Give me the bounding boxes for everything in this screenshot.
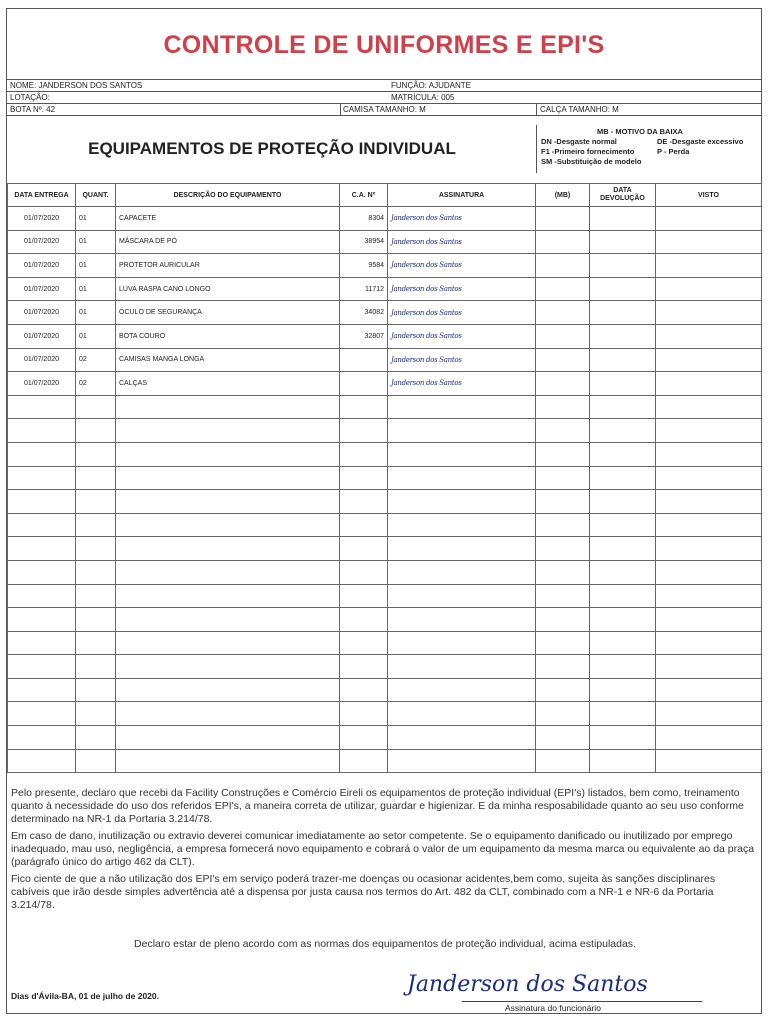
cell-description: CAMISAS MANGA LONGA bbox=[116, 348, 340, 372]
table-cell-empty bbox=[340, 631, 388, 655]
table-cell-empty bbox=[388, 395, 536, 419]
cell-ca: 9584 bbox=[340, 254, 388, 278]
table-cell-empty bbox=[76, 726, 116, 750]
cell-mb bbox=[536, 324, 590, 348]
cell-signature: Janderson dos Santos bbox=[388, 372, 536, 396]
table-cell-empty bbox=[8, 513, 76, 537]
table-cell-empty bbox=[656, 560, 762, 584]
table-cell-empty bbox=[656, 678, 762, 702]
table-cell-empty bbox=[340, 442, 388, 466]
table-cell-empty bbox=[536, 608, 590, 632]
cell-signature: Janderson dos Santos bbox=[388, 230, 536, 254]
table-cell-empty bbox=[340, 419, 388, 443]
table-row-blank bbox=[8, 726, 762, 750]
table-row bbox=[8, 277, 762, 301]
cell-visto bbox=[656, 277, 762, 301]
epi-control-form bbox=[6, 8, 762, 1014]
cell-signature: Janderson dos Santos bbox=[388, 254, 536, 278]
table-cell-empty bbox=[590, 466, 656, 490]
cell-date: 01/07/2020 bbox=[8, 207, 76, 231]
cell-visto bbox=[656, 301, 762, 325]
cell-mb bbox=[536, 254, 590, 278]
cell-qty: 01 bbox=[76, 207, 116, 231]
table-row bbox=[8, 230, 762, 254]
table-cell-empty bbox=[116, 608, 340, 632]
cell-return-date bbox=[590, 277, 656, 301]
mb-legend-p: P - Perda bbox=[657, 147, 690, 156]
employee-lotacao: LOTAÇÃO: bbox=[10, 93, 50, 102]
table-cell-empty bbox=[590, 560, 656, 584]
table-cell-empty bbox=[8, 702, 76, 726]
cell-visto bbox=[656, 230, 762, 254]
table-row-blank bbox=[8, 442, 762, 466]
table-cell-empty bbox=[388, 560, 536, 584]
table-cell-empty bbox=[536, 678, 590, 702]
table-cell-empty bbox=[388, 749, 536, 773]
table-cell-empty bbox=[116, 442, 340, 466]
table-cell-empty bbox=[340, 584, 388, 608]
table-cell-empty bbox=[116, 726, 340, 750]
table-cell-empty bbox=[8, 655, 76, 679]
cell-date: 01/07/2020 bbox=[8, 301, 76, 325]
table-header-row bbox=[8, 184, 762, 207]
cell-visto bbox=[656, 348, 762, 372]
table-cell-empty bbox=[8, 537, 76, 561]
table-cell-empty bbox=[656, 513, 762, 537]
cell-description: CALÇAS bbox=[116, 372, 340, 396]
table-row-blank bbox=[8, 490, 762, 514]
employee-registration: MATRÍCULA: 005 bbox=[391, 93, 455, 102]
cell-qty: 01 bbox=[76, 301, 116, 325]
table-cell-empty bbox=[388, 537, 536, 561]
table-cell-empty bbox=[76, 655, 116, 679]
table-cell-empty bbox=[388, 608, 536, 632]
table-cell-empty bbox=[590, 490, 656, 514]
table-cell-empty bbox=[76, 537, 116, 561]
cell-return-date bbox=[590, 230, 656, 254]
cell-date: 01/07/2020 bbox=[8, 277, 76, 301]
col-header-visto: VISTO bbox=[656, 184, 762, 207]
cell-visto bbox=[656, 207, 762, 231]
table-cell-empty bbox=[590, 631, 656, 655]
cell-date: 01/07/2020 bbox=[8, 254, 76, 278]
table-cell-empty bbox=[76, 442, 116, 466]
table-row bbox=[8, 207, 762, 231]
table-cell-empty bbox=[116, 631, 340, 655]
table-cell-empty bbox=[76, 513, 116, 537]
table-cell-empty bbox=[8, 395, 76, 419]
table-cell-empty bbox=[340, 702, 388, 726]
table-cell-empty bbox=[76, 678, 116, 702]
cell-mb bbox=[536, 207, 590, 231]
section-title: EQUIPAMENTOS DE PROTEÇÃO INDIVIDUAL bbox=[88, 139, 456, 158]
boot-size: BOTA Nº. 42 bbox=[10, 105, 56, 114]
cell-qty: 01 bbox=[76, 277, 116, 301]
col-header-ca: C.A. Nº bbox=[340, 184, 388, 207]
cell-ca bbox=[340, 372, 388, 396]
cell-visto bbox=[656, 324, 762, 348]
table-cell-empty bbox=[340, 537, 388, 561]
table-row-blank bbox=[8, 513, 762, 537]
table-cell-empty bbox=[656, 631, 762, 655]
table-cell-empty bbox=[340, 608, 388, 632]
col-header-return-date: DATA DEVOLUÇÃO bbox=[590, 184, 656, 207]
table-cell-empty bbox=[656, 749, 762, 773]
table-cell-empty bbox=[116, 560, 340, 584]
table-cell-empty bbox=[536, 466, 590, 490]
table-cell-empty bbox=[536, 419, 590, 443]
table-cell-empty bbox=[388, 678, 536, 702]
employee-function: FUNÇÃO: AJUDANTE bbox=[391, 81, 472, 90]
col-header-mb: (MB) bbox=[536, 184, 590, 207]
table-cell-empty bbox=[656, 702, 762, 726]
table-row-blank bbox=[8, 678, 762, 702]
table-cell-empty bbox=[8, 608, 76, 632]
table-cell-empty bbox=[590, 749, 656, 773]
table-cell-empty bbox=[76, 395, 116, 419]
col-header-signature: ASSINATURA bbox=[388, 184, 536, 207]
table-cell-empty bbox=[536, 631, 590, 655]
table-cell-empty bbox=[76, 608, 116, 632]
cell-visto bbox=[656, 372, 762, 396]
cell-mb bbox=[536, 230, 590, 254]
cell-signature: Janderson dos Santos bbox=[388, 277, 536, 301]
table-cell-empty bbox=[590, 678, 656, 702]
shirt-size: CAMISA TAMANHO: M bbox=[343, 105, 426, 114]
cell-visto bbox=[656, 254, 762, 278]
table-row-blank bbox=[8, 560, 762, 584]
cell-date: 01/07/2020 bbox=[8, 348, 76, 372]
table-cell-empty bbox=[8, 678, 76, 702]
table-cell-empty bbox=[656, 584, 762, 608]
cell-qty: 01 bbox=[76, 254, 116, 278]
table-row-blank bbox=[8, 702, 762, 726]
table-cell-empty bbox=[116, 537, 340, 561]
table-cell-empty bbox=[656, 466, 762, 490]
table-cell-empty bbox=[590, 442, 656, 466]
cell-signature: Janderson dos Santos bbox=[388, 207, 536, 231]
table-cell-empty bbox=[340, 678, 388, 702]
table-cell-empty bbox=[388, 442, 536, 466]
table-cell-empty bbox=[388, 490, 536, 514]
table-row-blank bbox=[8, 655, 762, 679]
table-cell-empty bbox=[536, 560, 590, 584]
cell-ca: 34082 bbox=[340, 301, 388, 325]
table-row-blank bbox=[8, 466, 762, 490]
signature-label: Assinatura do funcionário bbox=[505, 1003, 601, 1013]
table-cell-empty bbox=[116, 513, 340, 537]
table-cell-empty bbox=[8, 560, 76, 584]
table-cell-empty bbox=[590, 702, 656, 726]
table-cell-empty bbox=[656, 419, 762, 443]
table-cell-empty bbox=[536, 655, 590, 679]
table-cell-empty bbox=[8, 749, 76, 773]
table-row-blank bbox=[8, 584, 762, 608]
table-cell-empty bbox=[340, 560, 388, 584]
cell-qty: 01 bbox=[76, 324, 116, 348]
table-cell-empty bbox=[340, 749, 388, 773]
mb-legend-f1: F1 -Primeiro fornecimento bbox=[541, 147, 635, 156]
cell-return-date bbox=[590, 207, 656, 231]
table-cell-empty bbox=[8, 631, 76, 655]
table-cell-empty bbox=[340, 490, 388, 514]
table-cell-empty bbox=[76, 749, 116, 773]
table-cell-empty bbox=[590, 655, 656, 679]
table-cell-empty bbox=[590, 537, 656, 561]
mb-legend-de: DE -Desgaste excessivo bbox=[657, 137, 744, 146]
table-row bbox=[8, 324, 762, 348]
table-cell-empty bbox=[340, 466, 388, 490]
table-cell-empty bbox=[116, 466, 340, 490]
employee-signature: Janderson dos Santos bbox=[407, 972, 648, 997]
table-cell-empty bbox=[76, 584, 116, 608]
cell-description: LUVA RASPA CANO LONGO bbox=[116, 277, 340, 301]
cell-ca bbox=[340, 348, 388, 372]
table-cell-empty bbox=[388, 726, 536, 750]
cell-mb bbox=[536, 301, 590, 325]
table-cell-empty bbox=[536, 702, 590, 726]
cell-description: ÓCULO DE SEGURANÇA bbox=[116, 301, 340, 325]
table-cell-empty bbox=[388, 466, 536, 490]
cell-signature: Janderson dos Santos bbox=[388, 348, 536, 372]
pants-size: CALÇA TAMANHO: M bbox=[540, 105, 619, 114]
cell-mb bbox=[536, 277, 590, 301]
table-cell-empty bbox=[8, 419, 76, 443]
mb-legend-dn: DN -Desgaste normal bbox=[541, 137, 617, 146]
cell-return-date bbox=[590, 348, 656, 372]
cell-qty: 02 bbox=[76, 348, 116, 372]
table-cell-empty bbox=[340, 395, 388, 419]
table-cell-empty bbox=[76, 560, 116, 584]
table-row-blank bbox=[8, 749, 762, 773]
table-row-blank bbox=[8, 419, 762, 443]
table-cell-empty bbox=[536, 749, 590, 773]
cell-qty: 02 bbox=[76, 372, 116, 396]
table-cell-empty bbox=[8, 466, 76, 490]
table-cell-empty bbox=[388, 702, 536, 726]
table-cell-empty bbox=[590, 395, 656, 419]
table-cell-empty bbox=[590, 419, 656, 443]
epi-table bbox=[7, 183, 762, 773]
table-cell-empty bbox=[656, 726, 762, 750]
table-cell-empty bbox=[590, 608, 656, 632]
table-row bbox=[8, 372, 762, 396]
cell-description: CAPACETE bbox=[116, 207, 340, 231]
table-cell-empty bbox=[656, 395, 762, 419]
cell-return-date bbox=[590, 372, 656, 396]
table-row-blank bbox=[8, 608, 762, 632]
table-cell-empty bbox=[388, 419, 536, 443]
table-cell-empty bbox=[536, 537, 590, 561]
declaration-paragraph: Fico ciente de que a não utilização dos EPI's em serviço poderá trazer-me doenças ou ocasionar acidentes,bem como, sujeita às sanções disciplinares cabíveis que irão desde simples advertência até a dispensa por justa causa nos termos do Art. 482 da CLT, combinado com a NR-1 e NR-6 da Portaria 3.214/78. bbox=[11, 873, 716, 911]
cell-description: MÁSCARA DE PÓ bbox=[116, 230, 340, 254]
cell-ca: 8304 bbox=[340, 207, 388, 231]
table-cell-empty bbox=[8, 442, 76, 466]
mb-legend-sm: SM -Substituição de modelo bbox=[541, 157, 642, 166]
cell-return-date bbox=[590, 301, 656, 325]
declaration-text bbox=[11, 787, 755, 916]
table-cell-empty bbox=[116, 419, 340, 443]
table-cell-empty bbox=[8, 584, 76, 608]
table-row-blank bbox=[8, 631, 762, 655]
cell-description: BOTA COURO bbox=[116, 324, 340, 348]
col-header-date: DATA ENTREGA bbox=[8, 184, 76, 207]
table-row-blank bbox=[8, 395, 762, 419]
table-row-blank bbox=[8, 537, 762, 561]
table-cell-empty bbox=[388, 513, 536, 537]
table-cell-empty bbox=[536, 584, 590, 608]
cell-date: 01/07/2020 bbox=[8, 372, 76, 396]
table-cell-empty bbox=[590, 726, 656, 750]
table-cell-empty bbox=[76, 466, 116, 490]
table-cell-empty bbox=[116, 584, 340, 608]
table-cell-empty bbox=[76, 490, 116, 514]
cell-signature: Janderson dos Santos bbox=[388, 301, 536, 325]
declaration-paragraph: Pelo presente, declaro que recebi da Facility Construções e Comércio Eireli os equipamentos de proteção individual (EPI's) listados, bem como, treinamento quanto à necessidade do uso dos referidos EPI's, a maneira correta de utilizar, guardar e higienizar. E da minha resposabilidade quanto ao seu uso conforme determinado na NR-1 da Portaria 3.214/78. bbox=[11, 787, 744, 825]
mb-legend bbox=[536, 125, 764, 173]
table-cell-empty bbox=[116, 490, 340, 514]
cell-return-date bbox=[590, 254, 656, 278]
declaration-paragraph: Em caso de dano, inutilização ou extravio deverei comunicar imediatamente ao setor competente. Se o equipamento danificado ou inutilizado por emprego inadequado, mau uso, negligência, a empresa fornecerá novo equipamento e cobrará o valor de um equipamento da mesma marca ou equivalente ao da praça (parágrafo único do artigo 462 da CLT). bbox=[11, 830, 755, 868]
table-cell-empty bbox=[536, 490, 590, 514]
cell-ca: 32807 bbox=[340, 324, 388, 348]
table-cell-empty bbox=[76, 419, 116, 443]
cell-return-date bbox=[590, 324, 656, 348]
cell-description: PROTETOR AURICULAR bbox=[116, 254, 340, 278]
table-row bbox=[8, 348, 762, 372]
table-cell-empty bbox=[656, 537, 762, 561]
cell-ca: 38954 bbox=[340, 230, 388, 254]
cell-ca: 11712 bbox=[340, 277, 388, 301]
cell-date: 01/07/2020 bbox=[8, 230, 76, 254]
table-cell-empty bbox=[536, 726, 590, 750]
signature-line bbox=[462, 1001, 702, 1002]
col-header-qty: QUANT. bbox=[76, 184, 116, 207]
table-cell-empty bbox=[116, 655, 340, 679]
table-cell-empty bbox=[116, 395, 340, 419]
table-cell-empty bbox=[116, 749, 340, 773]
table-cell-empty bbox=[590, 584, 656, 608]
agreement-statement: Declaro estar de pleno acordo com as normas dos equipamentos de proteção individual, acima estipuladas. bbox=[134, 938, 636, 950]
table-cell-empty bbox=[76, 702, 116, 726]
table-cell-empty bbox=[116, 678, 340, 702]
employee-name: NOME: JANDERSON DOS SANTOS bbox=[10, 81, 143, 90]
table-cell-empty bbox=[8, 490, 76, 514]
table-cell-empty bbox=[536, 442, 590, 466]
table-cell-empty bbox=[656, 608, 762, 632]
table-cell-empty bbox=[656, 442, 762, 466]
cell-date: 01/07/2020 bbox=[8, 324, 76, 348]
table-cell-empty bbox=[340, 726, 388, 750]
cell-mb bbox=[536, 348, 590, 372]
table-cell-empty bbox=[340, 655, 388, 679]
place-date: Dias d'Ávila-BA, 01 de julho de 2020. bbox=[11, 991, 159, 1001]
col-header-description: DESCRIÇÃO DO EQUIPAMENTO bbox=[116, 184, 340, 207]
table-cell-empty bbox=[8, 726, 76, 750]
form-title: CONTROLE DE UNIFORMES E EPI'S bbox=[163, 31, 605, 59]
table-cell-empty bbox=[590, 513, 656, 537]
table-cell-empty bbox=[116, 702, 340, 726]
table-cell-empty bbox=[656, 655, 762, 679]
cell-qty: 01 bbox=[76, 230, 116, 254]
cell-signature: Janderson dos Santos bbox=[388, 324, 536, 348]
table-cell-empty bbox=[536, 513, 590, 537]
table-cell-empty bbox=[388, 584, 536, 608]
table-row bbox=[8, 301, 762, 325]
table-cell-empty bbox=[76, 631, 116, 655]
table-cell-empty bbox=[340, 513, 388, 537]
table-cell-empty bbox=[388, 631, 536, 655]
cell-mb bbox=[536, 372, 590, 396]
table-cell-empty bbox=[656, 490, 762, 514]
table-cell-empty bbox=[536, 395, 590, 419]
table-cell-empty bbox=[388, 655, 536, 679]
table-row bbox=[8, 254, 762, 278]
mb-legend-header: MB - MOTIVO DA BAIXA bbox=[597, 127, 683, 136]
